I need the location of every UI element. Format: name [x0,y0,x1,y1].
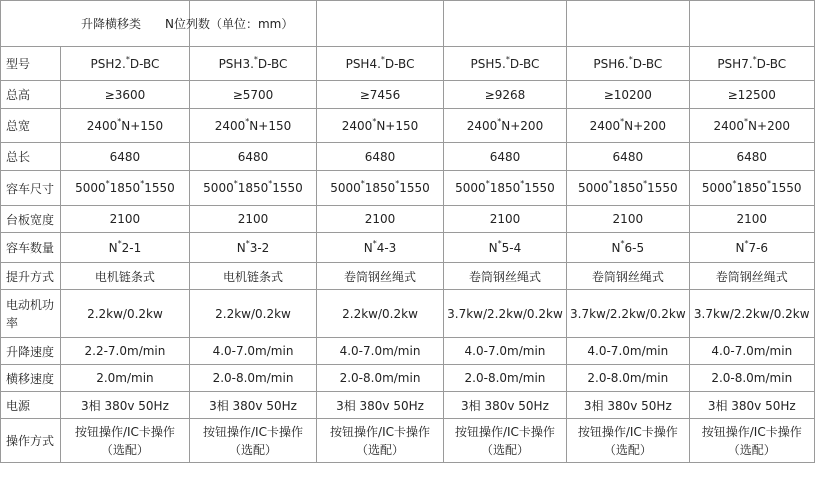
table-cell [317,81,444,109]
row-label: 容车数量 [1,233,61,263]
table-cell [189,171,317,206]
cell-text: 1850 [612,181,644,195]
table-cell [567,206,689,233]
table-cell [443,81,566,109]
cell-text: 2100 [489,212,521,226]
table-cell [317,419,444,463]
row-label: 总高 [1,81,61,109]
cell-text: 2.2-7.0m/min [84,344,166,358]
table-cell [689,365,815,392]
table-row [1,143,815,171]
table-cell [567,263,689,290]
table-cell [189,290,317,338]
table-cell [567,338,689,365]
cell-text: D-BC [129,56,160,71]
cell-text: 2400 [214,118,246,133]
cell-text: 6480 [489,149,521,164]
table-cell [689,171,815,206]
cell-text: 6480 [237,149,269,164]
table-cell [689,47,815,81]
cell-text: N+200 [748,118,790,133]
cell-text: 2.2kw/0.2kw [342,306,418,321]
row-label: 横移速度 [1,365,61,392]
table-row [1,419,815,463]
multiply-mark: * [752,54,757,64]
table-cell [61,47,190,81]
cell-text: 1550 [399,181,430,195]
multiply-mark: * [245,116,250,126]
table-cell [567,109,689,143]
table-cell [189,419,317,463]
table-cell [317,365,444,392]
cell-text: 4.0-7.0m/min [711,344,793,358]
table-cell [443,143,566,171]
multiply-mark: * [245,238,250,248]
table-cell [317,263,444,290]
table-cell [567,233,689,263]
multiply-mark: * [268,179,273,188]
cell-text: 5000 [330,181,361,195]
table-cell [317,206,444,233]
cell-text: 卷筒钢丝绳式 [468,269,541,284]
table-cell [443,47,566,81]
table-cell [189,365,317,392]
table-cell [189,338,317,365]
row-label: 型号 [1,47,61,81]
table-cell [61,290,190,338]
table-cell [689,290,815,338]
multiply-mark: * [620,116,625,126]
cell-text: 1850 [364,181,396,195]
cell-text: 6480 [736,149,768,164]
table-cell [189,233,317,263]
cell-text: 5000 [578,181,609,195]
multiply-mark: * [380,54,385,64]
cell-text: 2.0-8.0m/min [711,371,793,385]
table-cell [61,365,190,392]
cell-text: 2400 [466,118,498,133]
cell-text: 2100 [364,212,396,226]
cell-text: 3相 380v 50Hz [336,398,424,413]
cell-text: 2.0-8.0m/min [587,371,669,385]
cell-text: N [735,240,745,255]
multiply-mark: * [360,179,365,188]
table-cell [317,233,444,263]
cell-text: 6-5 [624,240,645,255]
empty-header-cell [317,1,444,47]
cell-text: ≥7456 [359,87,401,102]
cell-text: 4-3 [376,240,397,255]
table-cell [317,392,444,419]
table-cell [689,143,815,171]
row-label: 台板宽度 [1,206,61,233]
cell-text: 6480 [364,149,396,164]
cell-text: 1550 [771,181,802,195]
multiply-mark: * [253,54,258,64]
cell-text: 卷筒钢丝绳式 [715,269,788,284]
cell-text: 3.7kw/2.2kw/0.2kw [570,306,686,321]
table-row [1,338,815,365]
cell-text: D-BC [257,56,288,71]
cell-text: 2.2kw/0.2kw [215,306,291,321]
row-label: 电动机功率 [1,290,61,338]
table-row [1,171,815,206]
multiply-mark: * [117,116,122,126]
cell-text: 1850 [736,181,768,195]
cell-text: 1550 [524,181,555,195]
cell-text: 电机链条式 [222,269,283,284]
table-cell [189,109,317,143]
table-cell [189,206,317,233]
cell-text: 2100 [612,212,644,226]
table-cell [61,171,190,206]
cell-text: PSH5. [470,56,506,71]
cell-text: 卷筒钢丝绳式 [344,269,417,284]
multiply-mark: * [140,179,145,188]
table-row [1,206,815,233]
cell-text: D-BC [509,56,540,71]
table-cell [689,419,815,463]
cell-text: ≥9268 [484,87,526,102]
multiply-mark: * [505,54,510,64]
cell-text: 6480 [612,149,644,164]
cell-text: 按钮操作/IC卡操作（选配） [577,424,678,457]
table-cell [61,143,190,171]
multiply-mark: * [105,179,110,188]
cell-text: D-BC [632,56,663,71]
row-label: 操作方式 [1,419,61,463]
table-cell [61,419,190,463]
cell-text: 4.0-7.0m/min [587,344,669,358]
cell-text: PSH3. [218,56,254,71]
table-row [1,392,815,419]
table-cell [567,392,689,419]
table-cell [443,392,566,419]
table-cell [689,392,815,419]
cell-text: 3相 380v 50Hz [461,398,549,413]
empty-header-cell [567,1,689,47]
table-cell [317,290,444,338]
row-label: 升降速度 [1,338,61,365]
cell-text: N+150 [376,118,419,133]
cell-text: 按钮操作/IC卡操作（选配） [454,424,555,457]
multiply-mark: * [643,179,648,188]
table-cell [61,263,190,290]
multiply-mark: * [628,54,633,64]
table-cell [443,233,566,263]
table-cell [317,143,444,171]
multiply-mark: * [372,116,377,126]
table-cell [567,47,689,81]
cell-text: 4.0-7.0m/min [464,344,546,358]
empty-header-cell [443,1,566,47]
cell-text: 5-4 [501,240,522,255]
table-cell [443,365,566,392]
cell-text: 5000 [455,181,486,195]
table-cell [689,338,815,365]
cell-text: 5000 [203,181,234,195]
cell-text: N [108,240,118,255]
multiply-mark: * [520,179,525,188]
table-cell [567,419,689,463]
cell-text: 1550 [144,181,175,195]
table-cell [61,109,190,143]
row-label: 容车尺寸 [1,171,61,206]
multiply-mark: * [744,238,749,248]
table-title: 升降横移类 N位列数（单位：mm） [1,1,190,47]
table-cell [443,109,566,143]
table-cell [61,206,190,233]
table-cell [443,338,566,365]
table-row [1,290,815,338]
cell-text: 2.0m/min [96,371,154,385]
cell-text: 2.0-8.0m/min [212,371,294,385]
multiply-mark: * [620,238,625,248]
multiply-mark: * [608,179,613,188]
cell-text: 3.7kw/2.2kw/0.2kw [447,306,563,321]
cell-text: 6480 [109,149,141,164]
table-cell [567,365,689,392]
table-cell [317,109,444,143]
multiply-mark: * [497,116,502,126]
empty-header-cell [689,1,815,47]
cell-text: 3相 380v 50Hz [583,398,672,413]
cell-text: PSH2. [90,56,126,71]
row-label: 总宽 [1,109,61,143]
table-cell [317,338,444,365]
cell-text: 1550 [647,181,678,195]
table-cell [689,263,815,290]
table-cell [61,392,190,419]
table-cell [689,233,815,263]
cell-text: 2-1 [121,240,142,255]
multiply-mark: * [125,54,130,64]
table-cell [61,81,190,109]
cell-text: PSH4. [345,56,381,71]
table-cell [61,338,190,365]
table-cell [189,392,317,419]
cell-text: 7-6 [748,240,769,255]
cell-text: 2400 [589,118,621,133]
cell-text: N+150 [249,118,292,133]
table-cell [189,263,317,290]
cell-text: ≥3600 [104,87,146,102]
cell-text: 按钮操作/IC卡操作（选配） [330,424,430,457]
multiply-mark: * [497,238,502,248]
cell-text: 2100 [736,212,768,226]
multiply-mark: * [744,116,749,126]
multiply-mark: * [732,179,737,188]
row-label: 电源 [1,392,61,419]
cell-text: ≥12500 [727,87,776,102]
cell-text: 2.2kw/0.2kw [87,306,163,321]
cell-text: 4.0-7.0m/min [339,344,421,358]
cell-text: N+150 [121,118,164,133]
cell-text: 4.0-7.0m/min [212,344,294,358]
cell-text: 3相 380v 50Hz [707,398,796,413]
cell-text: N+200 [624,118,667,133]
cell-text: N [611,240,621,255]
row-label: 提升方式 [1,263,61,290]
multiply-mark: * [485,179,490,188]
cell-text: 5000 [75,181,106,195]
table-cell [317,47,444,81]
table-cell [689,206,815,233]
cell-text: 电机链条式 [94,269,155,284]
table-cell [443,171,566,206]
cell-text: 1850 [489,181,521,195]
table-cell [189,47,317,81]
cell-text: 5000 [701,181,733,195]
multiply-mark: * [395,179,400,188]
cell-text: N+200 [501,118,544,133]
table-row [1,47,815,81]
table-row [1,263,815,290]
table-cell [189,143,317,171]
cell-text: 3相 380v 50Hz [209,398,297,413]
row-label: 总长 [1,143,61,171]
table-cell [567,290,689,338]
table-row [1,365,815,392]
multiply-mark: * [117,238,122,248]
cell-text: 2400 [713,118,745,133]
table-cell [189,81,317,109]
cell-text: 3.7kw/2.2kw/0.2kw [693,306,810,321]
cell-text: N [363,240,373,255]
cell-text: 1550 [272,181,303,195]
multiply-mark: * [767,179,772,188]
table-cell [61,233,190,263]
cell-text: PSH6. [593,56,629,71]
table-row [1,109,815,143]
table-row [1,233,815,263]
cell-text: 1850 [237,181,269,195]
cell-text: N [236,240,246,255]
cell-text: 按钮操作/IC卡操作（选配） [74,424,175,457]
cell-text: 2400 [86,118,118,133]
table-cell [443,419,566,463]
cell-text: 3相 380v 50Hz [81,398,169,413]
cell-text: 按钮操作/IC卡操作（选配） [701,424,802,457]
cell-text: 2100 [109,212,141,226]
cell-text: ≥5700 [232,87,274,102]
table-cell [443,263,566,290]
table-cell [689,81,815,109]
title-row [1,1,815,47]
cell-text: 2.0-8.0m/min [339,371,421,385]
table-cell [567,81,689,109]
cell-text: 卷筒钢丝绳式 [591,269,664,284]
cell-text: ≥10200 [603,87,652,102]
table-cell [689,109,815,143]
cell-text: 2400 [341,118,373,133]
table-cell [443,206,566,233]
cell-text: PSH7. [717,56,753,71]
cell-text: 1850 [109,181,141,195]
multiply-mark: * [372,238,377,248]
multiply-mark: * [233,179,238,188]
cell-text: 按钮操作/IC卡操作（选配） [203,424,303,457]
cell-text: 3-2 [249,240,270,255]
cell-text: N [488,240,498,255]
cell-text: 2100 [237,212,269,226]
table-row [1,81,815,109]
table-cell [567,171,689,206]
table-cell [567,143,689,171]
table-cell [317,171,444,206]
table-cell [443,290,566,338]
cell-text: D-BC [756,56,787,71]
cell-text: D-BC [384,56,415,71]
cell-text: 2.0-8.0m/min [464,371,546,385]
